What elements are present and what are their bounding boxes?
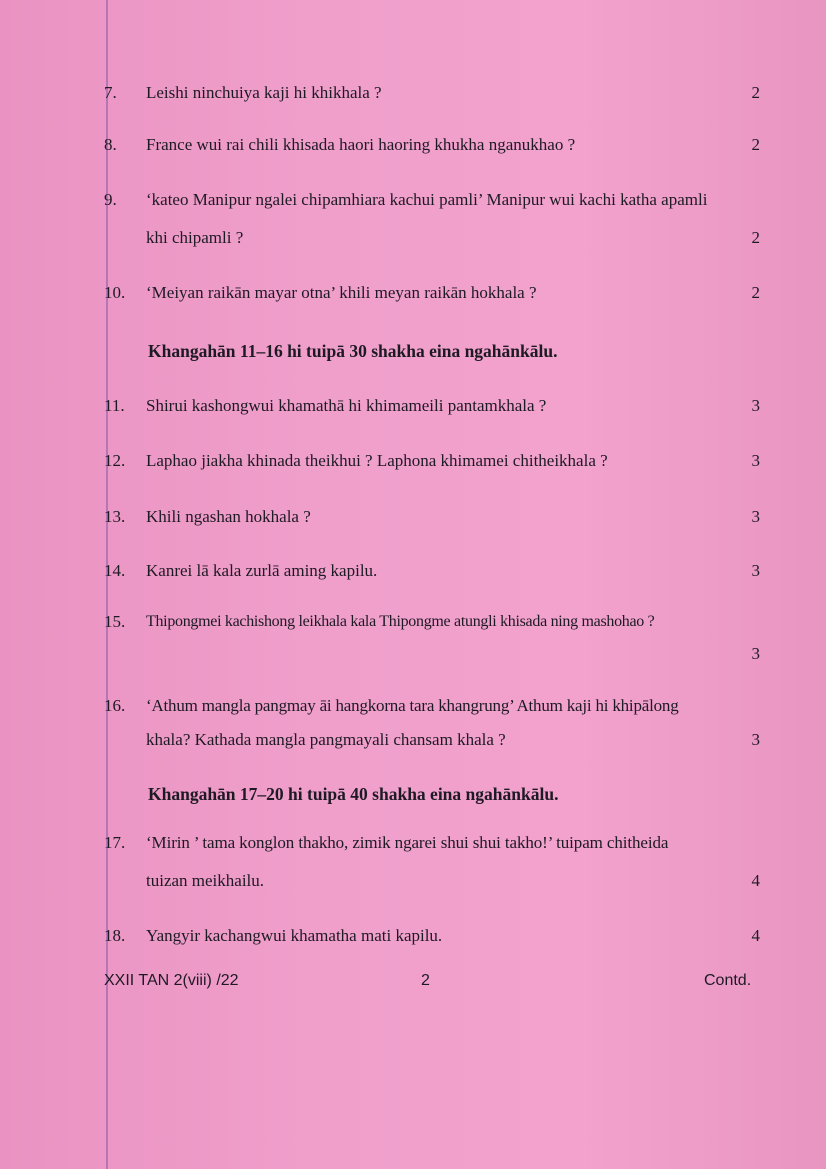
question-text: Thipongmei kachishong leikhala kala Thipongme atungli khisada ning mashohao ? bbox=[146, 613, 655, 630]
question-text: ‘Mirin ’ tama konglon thakho, zimik ngarei shui shui takho!’ tuipam chitheida bbox=[146, 833, 669, 852]
question-marks: 2 bbox=[751, 228, 760, 247]
question-number: 9. bbox=[104, 190, 117, 209]
question-text: France wui rai chili khisada haori haoring khukha nganukhao ? bbox=[146, 135, 576, 154]
question-text: ‘Athum mangla pangmay āi hangkorna tara khangrung’ Athum kaji hi khipālong bbox=[146, 696, 679, 715]
question-marks: 3 bbox=[751, 561, 760, 580]
question-marks: 2 bbox=[751, 83, 760, 102]
question-marks: 3 bbox=[751, 507, 760, 526]
question-text-line2: khi chipamli ? bbox=[146, 228, 244, 247]
question-marks: 3 bbox=[751, 451, 760, 470]
page-number: 2 bbox=[421, 972, 430, 989]
question-number: 17. bbox=[104, 833, 126, 852]
margin-line bbox=[106, 0, 108, 1169]
question-number: 8. bbox=[104, 135, 117, 154]
question-number: 15. bbox=[104, 612, 126, 631]
question-text: Yangyir kachangwui khamatha mati kapilu. bbox=[146, 926, 443, 945]
section-heading-11-16: Khangahān 11–16 hi tuipā 30 shakha eina ngahānkālu. bbox=[148, 341, 558, 361]
question-number: 18. bbox=[104, 926, 126, 945]
question-number: 7. bbox=[104, 83, 117, 102]
question-number: 10. bbox=[104, 283, 126, 302]
question-text: Leishi ninchuiya kaji hi khikhala ? bbox=[146, 83, 382, 102]
continued-label: Contd. bbox=[704, 972, 752, 989]
question-number: 13. bbox=[104, 507, 126, 526]
question-marks: 3 bbox=[751, 396, 760, 415]
question-text-line2: khala? Kathada mangla pangmayali chansam khala ? bbox=[146, 730, 506, 749]
question-marks: 2 bbox=[751, 135, 760, 154]
question-text: Shirui kashongwui khamathā hi khimameili pantamkhala ? bbox=[146, 396, 547, 415]
question-number: 12. bbox=[104, 451, 126, 470]
question-text-line2: tuizan meikhailu. bbox=[146, 871, 265, 890]
question-text: ‘kateo Manipur ngalei chipamhiara kachui pamli’ Manipur wui kachi katha apamli bbox=[146, 190, 708, 209]
paper-code: XXII TAN 2(viii) /22 bbox=[104, 972, 239, 989]
question-number: 14. bbox=[104, 561, 126, 580]
question-marks: 3 bbox=[751, 730, 760, 749]
question-text: ‘Meiyan raikān mayar otna’ khili meyan raikān hokhala ? bbox=[146, 283, 537, 302]
question-marks: 3 bbox=[751, 644, 760, 663]
question-text: Kanrei lā kala zurlā aming kapilu. bbox=[146, 561, 378, 580]
question-text: Khili ngashan hokhala ? bbox=[146, 507, 311, 526]
question-marks: 4 bbox=[751, 926, 760, 945]
question-number: 11. bbox=[104, 396, 125, 415]
question-marks: 4 bbox=[751, 871, 760, 890]
section-heading-17-20: Khangahān 17–20 hi tuipā 40 shakha eina ngahānkālu. bbox=[148, 784, 559, 804]
question-number: 16. bbox=[104, 696, 126, 715]
question-text: Laphao jiakha khinada theikhui ? Laphona khimamei chitheikhala ? bbox=[146, 451, 608, 470]
question-marks: 2 bbox=[751, 283, 760, 302]
